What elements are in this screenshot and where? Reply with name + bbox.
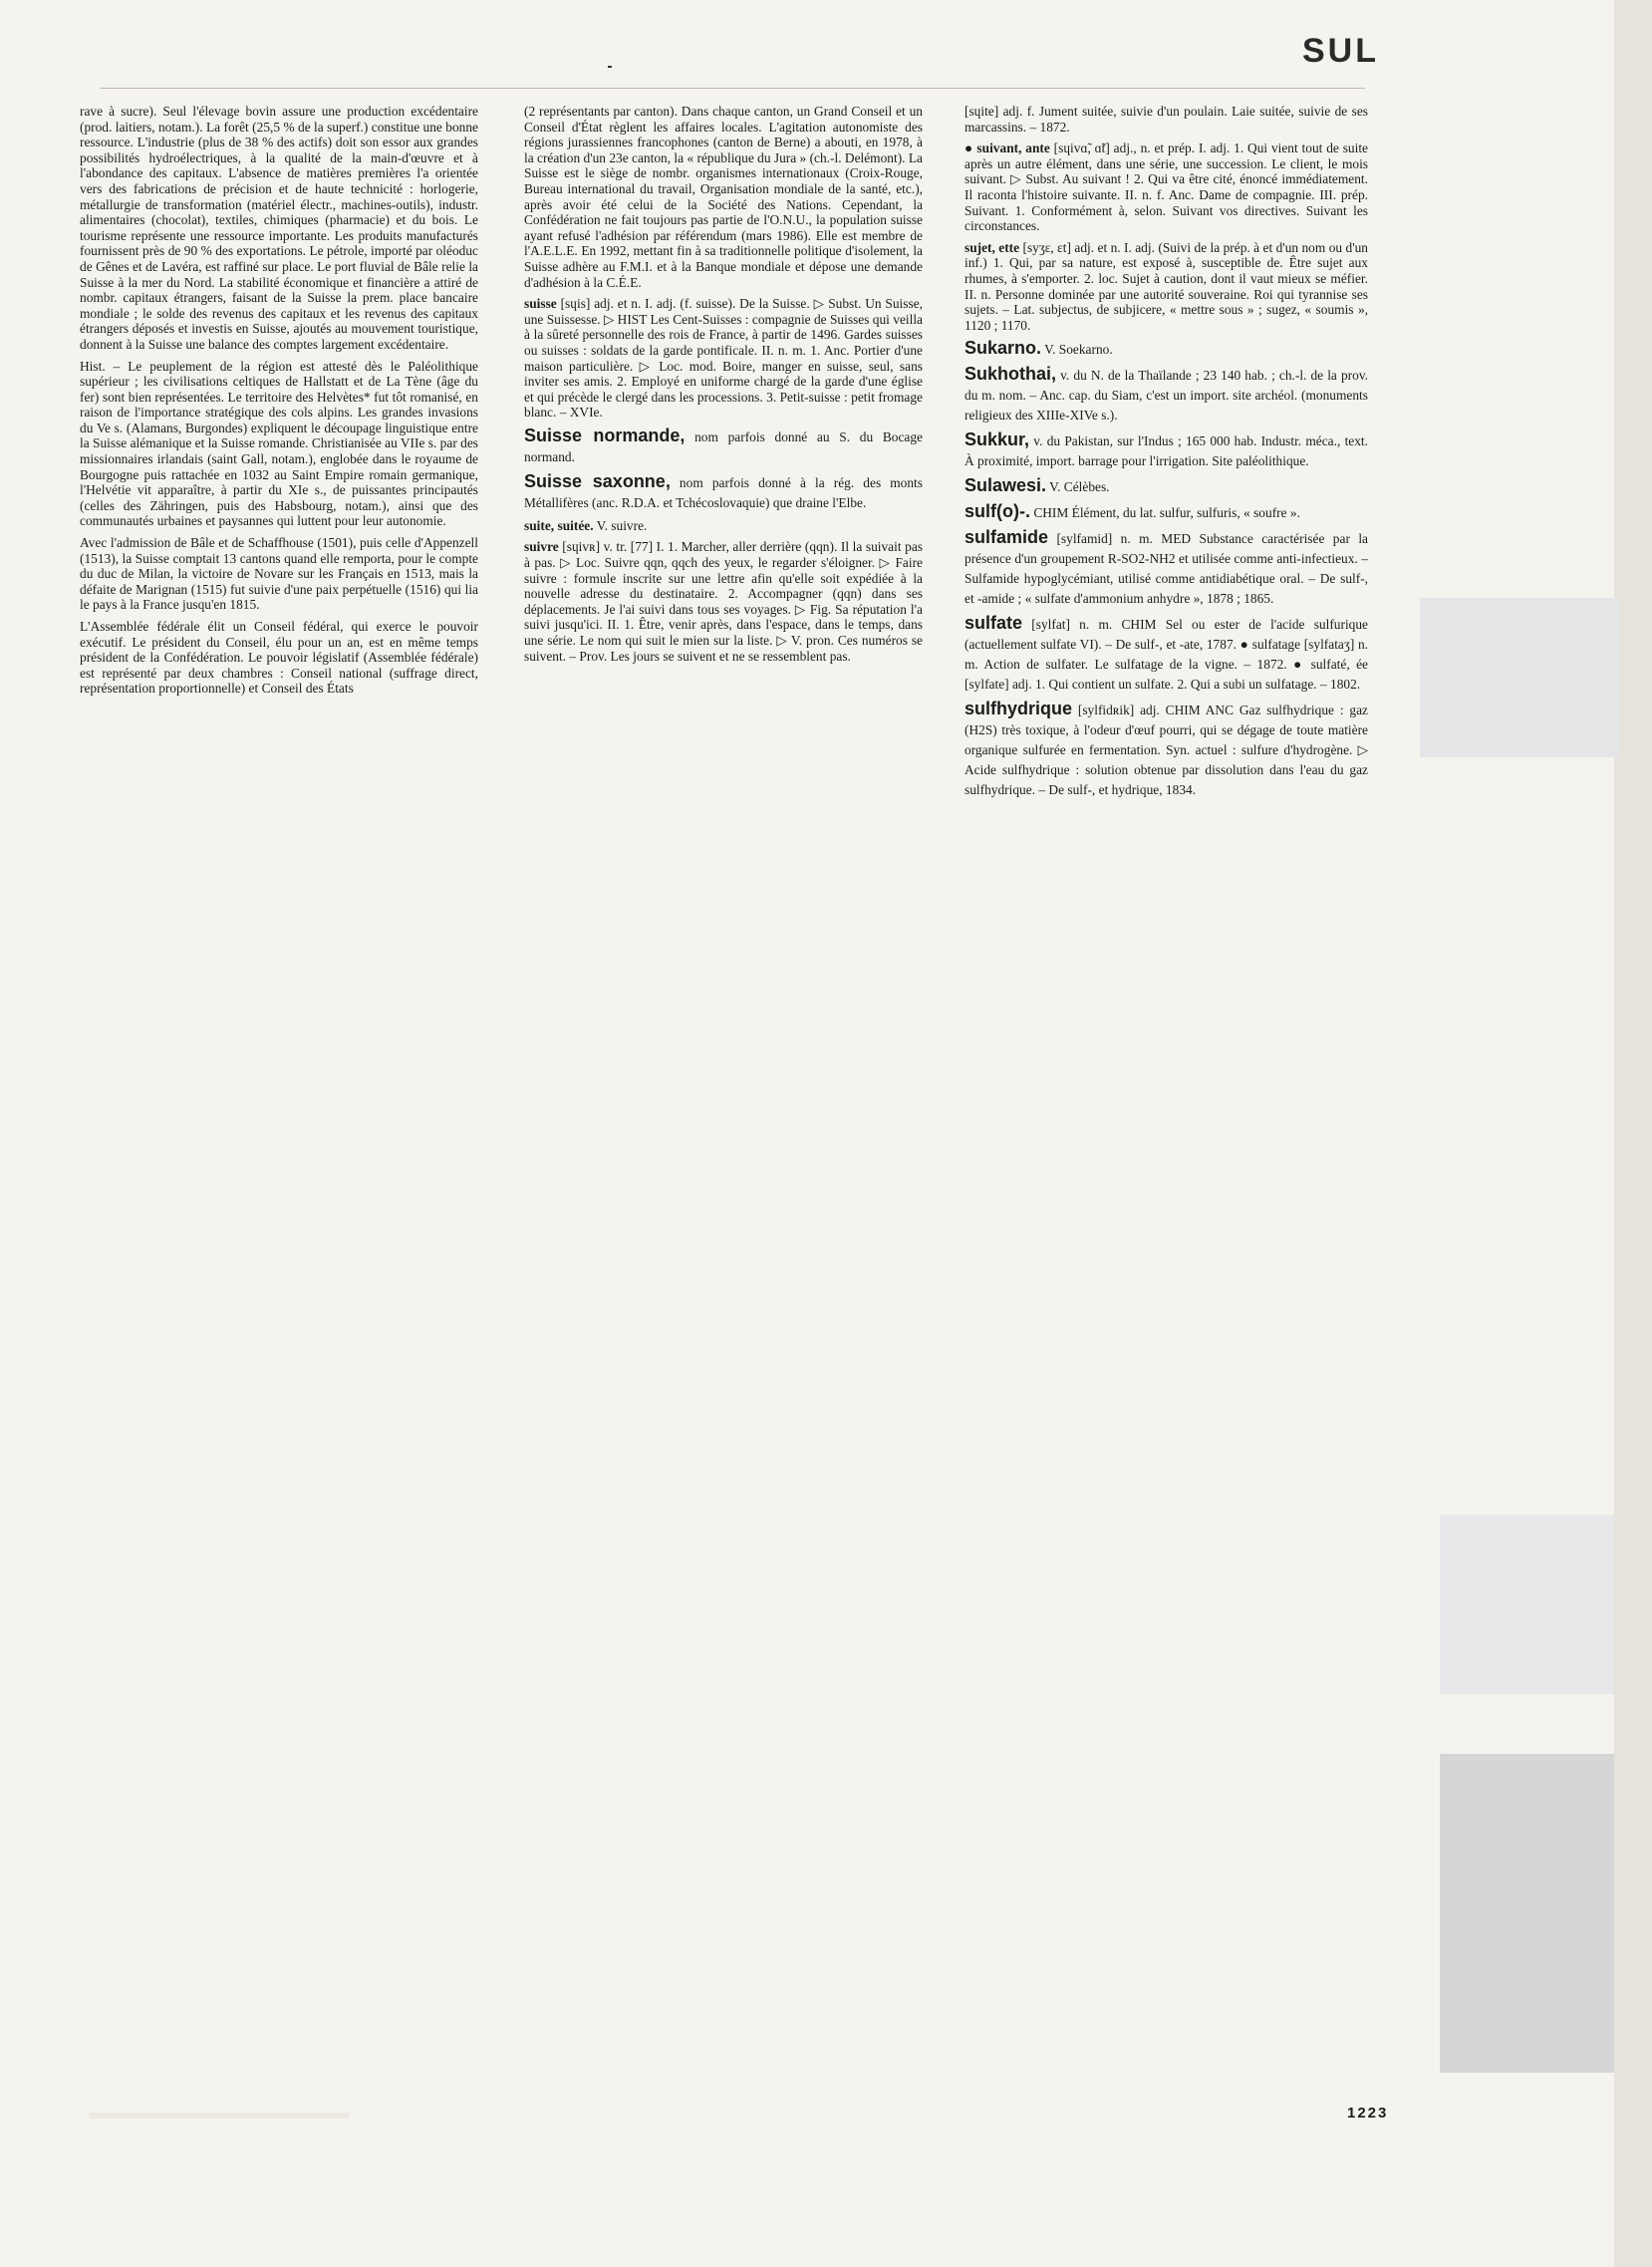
entry-definition: [sɥite] adj. f. Jument suitée, suivie d'un poulain. Laie suitée, suivie de ses marcassins. – 1872. — [964, 104, 1368, 135]
entry-definition: [syʒɛ, ɛt] adj. et n. I. adj. (Suivi de la prép. à et d'un nom ou d'un inf.) 1. Qui, par sa nature, est exposé à, susceptible de. Être sujet aux rhumes, à s'emporter. 2. loc. Sujet à caution, dont il vaut mieux se méfier. II. n. Personne dominée par une autorité souveraine. Roi qui tyrannise ses sujets. – Lat. subjectus, de subjicere, « mettre sous » ; sugez, « soumis », 1120 ; 1170. — [964, 239, 1368, 333]
column-1-paragraph: L'Assemblée fédérale élit un Conseil fédéral, qui exerce le pouvoir exécutif. Le président du Conseil, élu pour un an, est en même temps président de la Confédération. Le pouvoir législatif (Assemblée fédérale) est représenté par deux chambres : Conseil national (suffrage direct, représentation proportionnelle) et Conseil des États — [80, 619, 478, 697]
dictionary-entry — [964, 141, 1368, 234]
entry-definition: [sylfamid] n. m. MED Substance caractérisée par la présence d'un groupement R-SO2-NH2 et utilisée comme anti-infectieux. – Sulfamide hypoglycémiant, utilisé comme antidiabétique oral. – De sulf-, et -amide ; « sulfate d'ammonium anhydre », 1878 ; 1865. — [964, 531, 1368, 607]
entry-headword: suivre — [524, 539, 559, 555]
entry-headword: Suisse normande, — [524, 425, 686, 445]
entry-headword: suisse — [524, 296, 557, 312]
dictionary-entry — [964, 476, 1368, 496]
column-3-entries — [964, 104, 1368, 799]
bleed-through-image — [1440, 1754, 1614, 2073]
entry-definition: [sylfat] n. m. CHIM Sel ou ester de l'acide sulfurique (actuellement sulfate VI). – De sulf-, et -ate, 1787. ● sulfatage [sylfataʒ] n. m. Action de sulfater. Le sulfatage de la vigne. – 1872. ● sulfaté, ée [sylfate] adj. 1. Qui contient un sulfate. 2. Qui a subi un sulfatage. – 1802. — [964, 617, 1368, 693]
dictionary-entry — [964, 240, 1368, 334]
entry-definition: [sɥivʀ] v. tr. [77] I. 1. Marcher, aller derrière (qqn). Il la suivait pas à pas. ▷ Loc. Suivre qqn, qqch des yeux, le regarder s'éloigner. ▷ Faire suivre : formule inscrite sur une lettre afin qu'elle soit expédiée à la nouvelle adresse du destinataire. 2. Accompagner (qqn) dans ses déplacements. Je l'ai suivi dans tous ses voyages. ▷ Fig. Sa réputation l'a suivi jusqu'ici. II. 1. Être, venir après, dans l'espace, dans le temps, dans une série. Le nom qui suit le mien sur la liste. ▷ V. pron. Ces numéros se suivent. – Prov. Les jours se suivent et ne se ressemblent pas. — [524, 539, 923, 664]
column-1-paragraph: Avec l'admission de Bâle et de Schaffhouse (1501), puis celle d'Appenzell (1513), la Suisse comptait 13 cantons quand elle remporta, pour le compte du duc de Milan, la victoire de Novare sur les Français en 1513, mais la défaite de Marignan (1515) fut suivie d'une paix perpétuelle (1516) qui lia le pays à la France jusqu'en 1815. — [80, 535, 478, 613]
column-3 — [964, 104, 1368, 805]
dictionary-entry — [964, 339, 1368, 359]
entry-headword: Sukkur, — [964, 429, 1030, 450]
dictionary-entry — [524, 518, 923, 534]
entry-headword: sulf(o)-. — [964, 501, 1030, 522]
dictionary-entry — [524, 426, 923, 466]
header-rule — [100, 88, 1365, 89]
entry-definition: nom parfois donné à la rég. des monts Métallifères (anc. R.D.A. et Tchécoslovaquie) que draine l'Elbe. — [524, 474, 923, 510]
column-1-paragraph: Hist. – Le peuplement de la région est attesté dès le Paléolithique supérieur ; les civilisations celtiques de Hallstatt et de La Tène (âge du fer) sont bien représentées. Le territoire des Helvètes* fut tôt romanisé, en raison de l'importance stratégique des cols alpins. Les grandes invasions du Ve s. (Alamans, Burgondes) expliquent le découpage linguistique entre la Suisse alémanique et la Suisse romande. Christianisée au VIIe s. par des missionnaires irlandais (saint Gall, notam.), englobée dans le royaume de Bourgogne puis rattachée en 1032 au Saint Empire romain germanique, l'Helvétie vit apparaître, à partir du XIe s., de puissantes principautés (celles des Zähringen, puis des Habsbourg, notam.), ainsi que des communautés urbaines et paysannes qui luttent pour leur autonomie. — [80, 358, 478, 529]
dictionary-entry — [524, 472, 923, 512]
column-1 — [80, 104, 478, 703]
bleed-through-patch — [1440, 1515, 1614, 1694]
entry-definition: V. Célèbes. — [1046, 479, 1110, 495]
entry-definition: v. du N. de la Thaïlande ; 23 140 hab. ; ch.-l. de la prov. du m. nom. – Anc. cap. du Siam, c'est un import. site archéol. (monuments religieux des XIIIe-XIVe s.). — [964, 368, 1368, 424]
page-number: 1223 — [1347, 2105, 1389, 2122]
dictionary-entry — [964, 614, 1368, 694]
dictionary-entry — [524, 539, 923, 664]
entry-definition: CHIM Élément, du lat. sulfur, sulfuris, « soufre ». — [1029, 505, 1300, 521]
dictionary-entry — [964, 365, 1368, 425]
entry-definition: [sylfidʀik] adj. CHIM ANC Gaz sulfhydrique : gaz (H2S) très toxique, à l'odeur d'œuf pourri, qui se dégage de toute matière organique sulfurée en fermentation. Syn. actuel : sulfure d'hydrogène. ▷ Acide sulfhydrique : solution obtenue par dissolution dans l'eau du gaz sulfhydrique. – De sulf-, et hydrique, 1834. — [964, 703, 1368, 798]
entry-definition: nom parfois donné au S. du Bocage normand. — [524, 428, 923, 464]
bleed-through-patch — [1420, 598, 1619, 757]
dictionary-entry — [964, 528, 1368, 608]
entry-definition: V. suivre. — [593, 517, 648, 533]
column-2 — [524, 104, 923, 670]
column-2-paragraph: (2 représentants par canton). Dans chaque canton, un Grand Conseil et un Conseil d'État règlent les affaires locales. L'agitation autonomiste des régions jurassiennes francophones (canton de Berne) a abouti, en 1978, à la création d'un 23e canton, la « république du Jura » (ch.-l. Delémont). La Suisse est le siège de nombr. organismes internationaux (Croix-Rouge, Bureau international du travail, Organisation mondiale de la santé, etc.), après avoir été celui de la Société des Nations. Cependant, la Confédération ne fait toujours pas partie de l'O.N.U., la population suisse ayant refusé l'adhésion par référendum (mars 1986). Elle est membre de l'A.E.L.E. En 1992, mettant fin à sa traditionnelle politique d'isolement, la Suisse adhère au F.M.I. et à la Banque mondiale et dépose une demande d'adhésion à la C.É.E. — [524, 104, 923, 290]
entry-headword: Sukhothai, — [964, 364, 1057, 385]
dictionary-entry — [964, 502, 1368, 522]
entry-headword: sulfhydrique — [964, 699, 1073, 719]
entry-headword: Suisse saxonne, — [524, 470, 671, 491]
entry-headword: sulfate — [964, 613, 1023, 634]
entry-headword: sujet, ette — [964, 239, 1020, 255]
entry-definition: [sɥis] adj. et n. I. adj. (f. suisse). De la Suisse. ▷ Subst. Un Suisse, une Suissesse. ▷ HIST Les Cent-Suisses : compagnie de Suisses qui veilla à la sûreté personnelle des rois de France, à partir de 1496. Gardes suisses ou suisses : soldats de la garde pontificale. II. n. m. 1. Anc. Portier d'une maison particulière. ▷ Loc. mod. Boire, manger en suisse, seul, sans inviter ses amis. 2. Employé en uniforme chargé de la garde d'une église et qui précède le clergé dans les processions. 3. Petit-suisse : petit fromage blanc. – XVIe. — [524, 296, 923, 421]
print-mark — [608, 66, 612, 68]
entry-headword: suite, suitée. — [524, 517, 594, 533]
entry-headword: ● suivant, ante — [964, 141, 1050, 156]
entry-definition: V. Soekarno. — [1041, 342, 1113, 358]
entry-headword: Sulawesi. — [964, 475, 1047, 496]
column-2-entries — [524, 296, 923, 664]
entry-definition: [sɥivɑ̃, ɑ̃t] adj., n. et prép. I. adj. 1. Qui vient tout de suite après un autre élément, dans une série, une succession. Le client, le mois suivant. ▷ Subst. Au suivant ! 2. Qui va être cité, énoncé immédiatement. Il raconta l'histoire suivante. II. n. f. Anc. Dame de compagnie. III. prép. Suivant. 1. Conformément à, selon. Suivant vos directives. Suivant les circonstances. — [964, 141, 1369, 234]
entry-headword: sulfamide — [964, 527, 1049, 548]
running-head: SUL — [1302, 32, 1379, 70]
bleed-through-line — [90, 2113, 349, 2119]
dictionary-entry — [964, 430, 1368, 470]
page-edge — [1614, 0, 1652, 2267]
entry-definition: v. du Pakistan, sur l'Indus ; 165 000 hab. Industr. méca., text. À proximité, import. barrage pour l'irrigation. Site paléolithique. — [964, 433, 1368, 469]
dictionary-entry — [964, 700, 1368, 799]
column-1-paragraph: rave à sucre). Seul l'élevage bovin assure une production excédentaire (prod. laitiers, notam.). La forêt (25,5 % de la superf.) constitue une bonne ressource. L'industrie (plus de 38 % des actifs) doit son essor aux grandes possibilités hydroélectriques, à la qualité de la main-d'œuvre et à l'abondance des capitaux. L'absence de matières premières l'a orientée vers des fabrications de précision et de haute technicité : horlogerie, métallurgie de transformation (matériel électr., machines-outils), industr. alimentaires (chocolat), textiles, chimiques (pharmacie) et du bois. Le tourisme représente une ressource importante. Les produits manufacturés fournissent près de 90 % des exportations. Le pétrole, importé par oléoduc de Gênes et de Lavéra, est raffiné sur place. Le port fluvial de Bâle relie la Suisse à la mer du Nord. La stabilité économique et financière a attiré de nombr. capitaux étrangers, faisant de la Suisse la prem. place bancaire mondiale ; le solde des revenus des capitaux et les revenus des capitaux étrangers déposés et investis en Suisse, ajoutés au mouvement touristique, donnent à la Suisse une balance des comptes largement excédentaire. — [80, 104, 478, 352]
entry-headword: Sukarno. — [964, 338, 1042, 359]
dictionary-entry — [524, 296, 923, 421]
dictionary-entry — [964, 104, 1368, 135]
